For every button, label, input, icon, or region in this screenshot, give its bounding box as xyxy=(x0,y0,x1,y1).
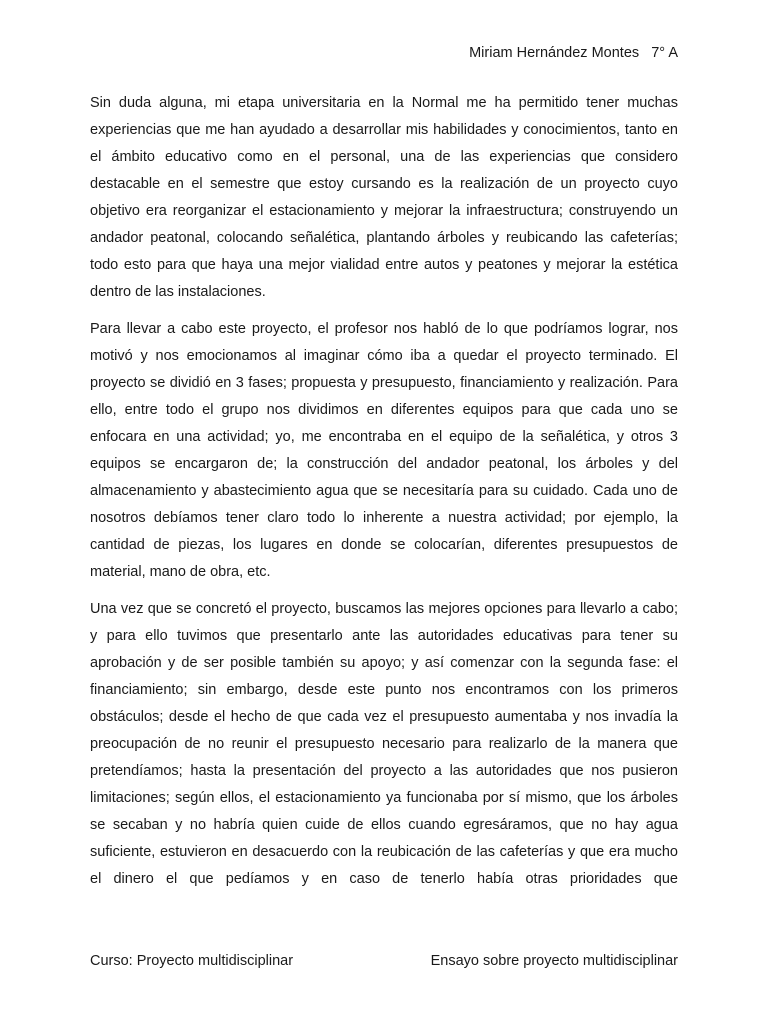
footer-course: Curso: Proyecto multidisciplinar xyxy=(90,953,294,969)
footer-title: Ensayo sobre proyecto multidisciplinar xyxy=(430,953,678,969)
paragraph-2: Para llevar a cabo este proyecto, el profesor nos habló de lo que podríamos lograr, nos motivó y nos emocionamos al imaginar cómo iba a quedar el proyecto terminado. El proyecto se dividió en 3 fases; propuesta y presupuesto, financiamiento y realización. Para ello, entre todo el grupo nos dividimos en diferentes equipos para que cada uno se enfocara en una actividad; yo, me encontraba en el equipo de la señalética, y otros 3 equipos se encargaron de; la construcción del andador peatonal, los árboles y del almacenamiento y abastecimiento agua que se necesitaría para su cuidado. Cada uno de nosotros debíamos tener claro todo lo inherente a nuestra actividad; por ejemplo, la cantidad de piezas, los lugares en donde se colocarían, diferentes presupuestos de material, mano de obra, etc. xyxy=(90,321,678,580)
page-footer xyxy=(90,953,678,969)
group-label: 7° A xyxy=(651,45,678,61)
essay-body xyxy=(90,90,678,903)
author-name: Miriam Hernández Montes xyxy=(469,45,640,61)
paragraph-1: Sin duda alguna, mi etapa universitaria en la Normal me ha permitido tener muchas experiencias que me han ayudado a desarrollar mis habilidades y conocimientos, tanto en el ámbito educativo como en el personal, una de las experiencias que considero destacable en el semestre que estoy cursando es la realización de un proyecto cuyo objetivo era reorganizar el estacionamiento y mejorar la infraestructura; construyendo un andador peatonal, colocando señalética, plantando árboles y reubicando las cafeterías; todo esto para que haya una mejor vialidad entre autos y peatones y mejorar la estética dentro de las instalaciones. xyxy=(90,95,678,300)
paragraph-3: Una vez que se concretó el proyecto, buscamos las mejores opciones para llevarlo a cabo; y para ello tuvimos que presentarlo ante las autoridades educativas para tener su aprobación y de ser posible también su apoyo; y así comenzar con la segunda fase: el financiamiento; sin embargo, desde este punto nos encontramos con los primeros obstáculos; desde el hecho de que cada vez el presupuesto aumentaba y nos invadía la preocupación de no reunir el presupuesto necesario para realizarlo de la manera que pretendíamos; hasta la presentación del proyecto a las autoridades que nos pusieron limitaciones; según ellos, el estacionamiento ya funcionaba por sí mismo, que los árboles se secaban y no habría quien cuide de ellos cuando egresáramos, que no hay agua suficiente, estuvieron en desacuerdo con la reubicación de las cafeterías y que era mucho el dinero el que pedíamos y en caso de tenerlo había otras prioridades que xyxy=(90,601,678,887)
page-header xyxy=(469,45,678,61)
